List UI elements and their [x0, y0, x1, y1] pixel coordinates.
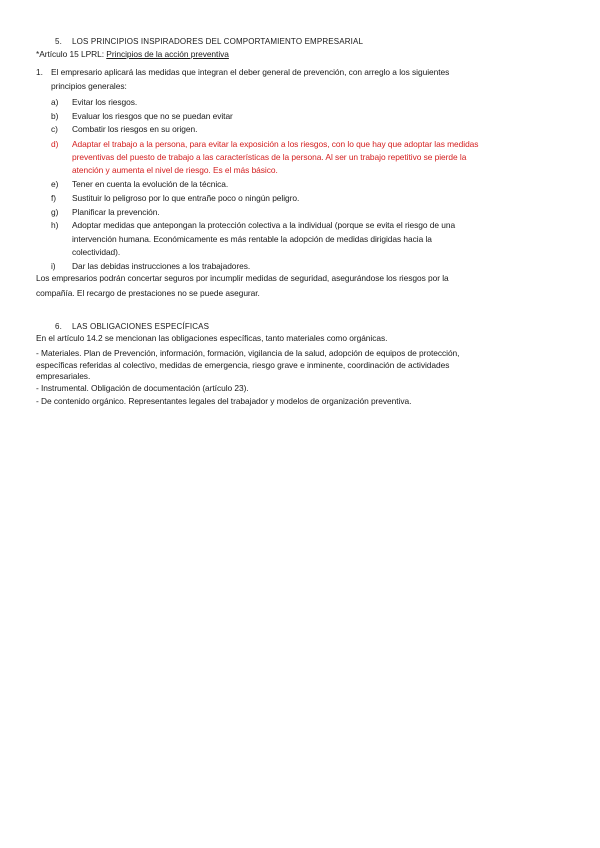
point-1-line-2: principios generales:: [51, 81, 127, 91]
item-d-letter: d): [51, 139, 59, 149]
item-f-text: Sustituir lo peligroso por lo que entrañe poco o ningún peligro.: [72, 193, 300, 203]
item-d-line-2: preventivas del puesto de trabajo a las características de la persona. Al ser un trabajo repetitivo se pierde la: [72, 152, 467, 162]
item-b-letter: b): [51, 111, 59, 121]
item-c-letter: c): [51, 124, 58, 134]
section-5-title: LOS PRINCIPIOS INSPIRADORES DEL COMPORTAMIENTO EMPRESARIAL: [72, 37, 364, 46]
item-g-text: Planificar la prevención.: [72, 207, 160, 217]
section-6-number: 6.: [55, 322, 62, 331]
point-1-line-1: El empresario aplicará las medidas que integran el deber general de prevención, con arreglo a los siguientes: [51, 67, 450, 77]
item-h-line-3: colectividad).: [72, 247, 121, 257]
item-d-line-3: atención y aumenta el nivel de riesgo. Es el más básico.: [72, 165, 278, 175]
point-1-number: 1.: [36, 67, 43, 77]
section-6-line-6: - De contenido orgánico. Representantes legales del trabajador y modelos de organización preventiva.: [36, 396, 412, 406]
article-reference: [36, 49, 229, 60]
section-6-line-3: específicas referidas al colectivo, medidas de emergencia, riesgo grave e inminente, coordinación de actividades: [36, 360, 450, 370]
section-6-title: LAS OBLIGACIONES ESPECÍFICAS: [72, 322, 210, 331]
closing-line-2: compañía. El recargo de prestaciones no se puede asegurar.: [36, 288, 260, 298]
item-e-letter: e): [51, 179, 59, 189]
closing-line-1: Los empresarios podrán concertar seguros por incumplir medidas de seguridad, asegurándose los riesgos por la: [36, 273, 449, 283]
item-b-text: Evaluar los riesgos que no se puedan evitar: [72, 111, 233, 121]
section-6-line-1: En el artículo 14.2 se mencionan las obligaciones específicas, tanto materiales como orgánicas.: [36, 333, 388, 343]
item-f-letter: f): [51, 193, 57, 203]
item-i-text: Dar las debidas instrucciones a los trabajadores.: [72, 261, 251, 271]
section-6-line-2: - Materiales. Plan de Prevención, información, formación, vigilancia de la salud, adopción de equipos de protección,: [36, 348, 460, 358]
section-5-number: 5.: [55, 37, 62, 46]
article-reference-prefix: *Artículo 15 LPRL:: [36, 49, 107, 59]
item-e-text: Tener en cuenta la evolución de la técnica.: [72, 179, 229, 189]
section-6-line-4: empresariales.: [36, 371, 91, 381]
article-reference-title: Principios de la acción preventiva: [106, 49, 229, 59]
item-a-text: Evitar los riesgos.: [72, 97, 138, 107]
item-g-letter: g): [51, 207, 59, 217]
item-d-line-1: Adaptar el trabajo a la persona, para evitar la exposición a los riesgos, con lo que hay que adoptar las medidas: [72, 139, 479, 149]
item-h-line-1: Adoptar medidas que antepongan la protección colectiva a la individual (porque se evita el riesgo de una: [72, 220, 456, 230]
item-h-letter: h): [51, 220, 59, 230]
item-a-letter: a): [51, 97, 59, 107]
item-i-letter: i): [51, 261, 56, 271]
section-6-line-5: - Instrumental. Obligación de documentación (artículo 23).: [36, 383, 249, 393]
item-c-text: Combatir los riesgos en su origen.: [72, 124, 198, 134]
item-h-line-2: intervención humana. Económicamente es más rentable la adopción de medidas dirigidas hacia la: [72, 234, 432, 244]
